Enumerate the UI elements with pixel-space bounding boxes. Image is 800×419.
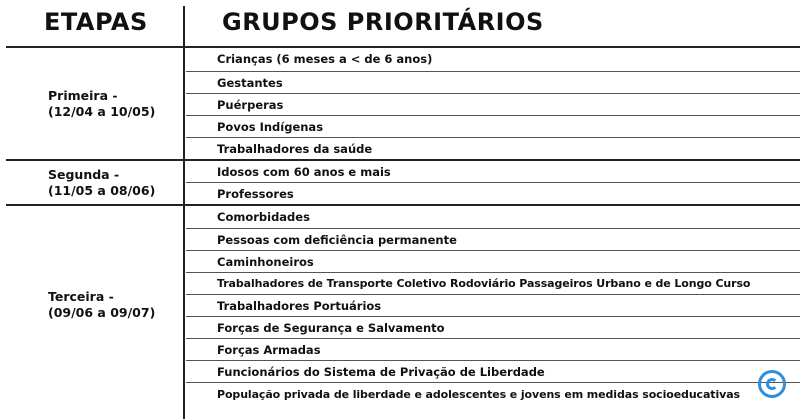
section-divider xyxy=(6,204,800,206)
section-divider xyxy=(6,159,800,161)
row-divider xyxy=(186,250,800,251)
stage-terceira xyxy=(48,289,155,321)
stage-dates: (11/05 a 08/06) xyxy=(48,183,156,198)
row-divider xyxy=(186,294,800,295)
row-divider xyxy=(186,115,800,116)
group-item: Funcionários do Sistema de Privação de Liberdade xyxy=(217,365,545,379)
row-divider xyxy=(186,360,800,361)
row-divider xyxy=(186,93,800,94)
group-item: Idosos com 60 anos e mais xyxy=(217,165,391,179)
group-item: Trabalhadores da saúde xyxy=(217,142,373,156)
stage-dates: (09/06 a 09/07) xyxy=(48,305,156,320)
group-item: Forças de Segurança e Salvamento xyxy=(217,321,445,335)
group-item: Caminhoneiros xyxy=(217,255,314,269)
stage-name: Segunda - xyxy=(48,167,120,182)
stage-segunda xyxy=(48,167,155,199)
stage-primeira xyxy=(48,88,155,120)
group-item: Forças Armadas xyxy=(217,343,321,357)
section-divider xyxy=(6,46,800,48)
row-divider xyxy=(186,182,800,183)
column-header-grupos: GRUPOS PRIORITÁRIOS xyxy=(222,8,544,36)
group-item: Puérperas xyxy=(217,98,284,112)
group-item: Comorbidades xyxy=(217,210,310,224)
row-divider xyxy=(186,71,800,72)
row-divider xyxy=(186,228,800,229)
group-item: Trabalhadores Portuários xyxy=(217,299,382,313)
row-divider xyxy=(186,316,800,317)
row-divider xyxy=(186,338,800,339)
group-item: Povos Indígenas xyxy=(217,120,324,134)
group-item: População privada de liberdade e adolescentes e jovens em medidas socioeducativas xyxy=(217,388,740,401)
group-item: Gestantes xyxy=(217,76,283,90)
stage-name: Terceira - xyxy=(48,289,114,304)
stage-name: Primeira - xyxy=(48,88,118,103)
group-item: Professores xyxy=(217,187,294,201)
stage-dates: (12/04 a 10/05) xyxy=(48,104,156,119)
group-item: Trabalhadores de Transporte Coletivo Rodoviário Passageiros Urbano e de Longo Curso xyxy=(217,277,751,290)
watermark-logo-inner-icon xyxy=(766,378,778,390)
watermark-logo-icon xyxy=(758,370,786,398)
row-divider xyxy=(186,137,800,138)
column-header-etapas: ETAPAS xyxy=(44,8,148,36)
table-header xyxy=(0,0,800,46)
column-divider xyxy=(183,6,185,419)
group-item: Pessoas com deficiência permanente xyxy=(217,233,457,247)
row-divider xyxy=(186,382,800,383)
group-item: Crianças (6 meses a < de 6 anos) xyxy=(217,52,433,66)
row-divider xyxy=(186,272,800,273)
